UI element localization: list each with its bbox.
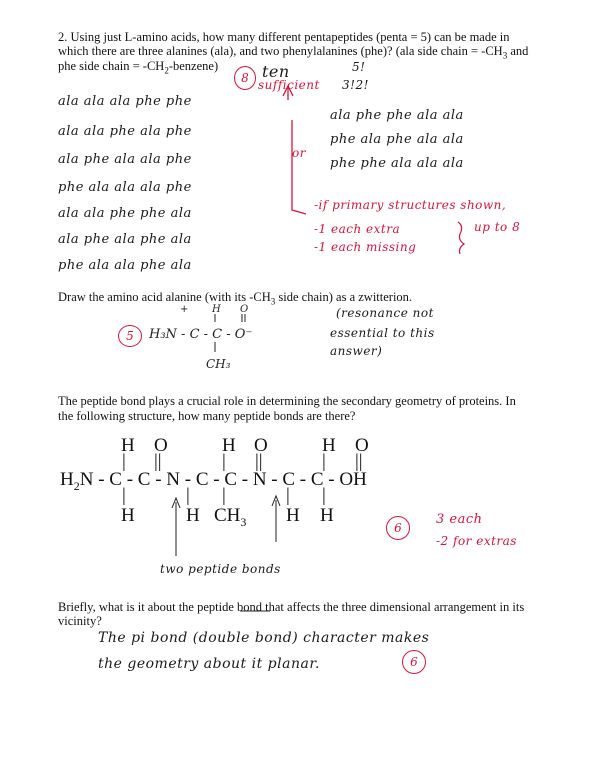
peptide-prompt-2: the following structure, how many peptide bonds are there?: [58, 409, 356, 423]
sequence-item: phe ala ala ala phe: [58, 180, 192, 195]
or-label: or: [292, 146, 306, 160]
rubric-note-side: up to 8: [474, 220, 521, 234]
q2-text: which there are three alanines (ala), and two phenylalanines (phe)? (ala side chain = -CH: [58, 44, 503, 58]
answer-ten: ten: [262, 62, 290, 81]
peptide-rubric-1: 3 each: [436, 512, 483, 527]
rubric-note-2: -1 each extra: [314, 222, 401, 236]
grade-zwitterion: 5: [118, 325, 142, 347]
sequence-item: ala ala ala phe phe: [58, 94, 192, 109]
zwitterion-comment-2: essential to this: [330, 326, 435, 340]
peptide-prompt-1: The peptide bond plays a crucial role in determining the secondary geometry of proteins. In: [58, 394, 516, 408]
sequence-item: phe ala ala phe ala: [58, 258, 192, 273]
q2-sub: 3: [502, 50, 508, 61]
fraction-bottom: 3!2!: [342, 78, 369, 92]
fraction-top: 5!: [352, 60, 366, 74]
q2-text-3: phe side chain = -CH: [58, 59, 165, 73]
zw-sub: 3: [270, 296, 276, 307]
rubric-note-3: -1 each missing: [314, 240, 417, 254]
sufficient-note: sufficient: [258, 78, 320, 92]
last-answer-2: the geometry about it planar.: [98, 656, 320, 672]
zwitterion-comment-3: answer): [330, 344, 383, 358]
peptide-annotation: two peptide bonds: [160, 562, 281, 576]
question-2-line-1: 2. Using just L-amino acids, how many different pentapeptides (penta = 5) can be made in: [58, 30, 510, 44]
q2-sub-3: 2: [164, 65, 169, 76]
sequence-item: ala ala phe ala phe: [58, 124, 192, 139]
grade-q2: 8: [234, 66, 256, 90]
zw-end: side chain) as a zwitterion.: [275, 290, 413, 304]
grade-peptide: 6: [386, 516, 410, 540]
sequence-item: phe phe ala ala ala: [330, 156, 464, 171]
q2-end: and: [507, 44, 529, 58]
last-answer-1: The pi bond (double bond) character makes: [98, 630, 430, 646]
zw-text: Draw the amino acid alanine (with its -CH: [58, 290, 271, 304]
peptide-rubric-2: -2 for extras: [436, 534, 517, 548]
svg-text:H₃N - C - C - O⁻: H₃N - C - C - O⁻: [149, 327, 253, 342]
svg-text:O: O: [240, 304, 249, 315]
sequence-item: phe ala phe ala ala: [330, 132, 464, 147]
svg-text:H: H: [212, 304, 221, 315]
sequence-item: ala phe phe ala ala: [330, 108, 464, 123]
q2-end-3: -benzene): [168, 59, 219, 73]
last-question-prompt-2: vicinity?: [58, 614, 102, 628]
last-question-prompt-1: Briefly, what is it about the peptide bond that affects the three dimensional arrangement in its: [58, 600, 525, 614]
grade-last: 6: [402, 650, 426, 674]
zwitterion-drawing: [148, 304, 252, 371]
rubric-note-1: -if primary structures shown,: [314, 198, 507, 212]
svg-text:+: +: [180, 304, 189, 315]
sequence-item: ala phe ala phe ala: [58, 232, 192, 247]
svg-text:CH₃: CH₃: [206, 357, 231, 371]
sequence-item: ala ala phe phe ala: [58, 206, 192, 221]
zwitterion-comment-1: (resonance not: [336, 306, 434, 320]
sequence-item: ala phe ala ala phe: [58, 152, 192, 167]
